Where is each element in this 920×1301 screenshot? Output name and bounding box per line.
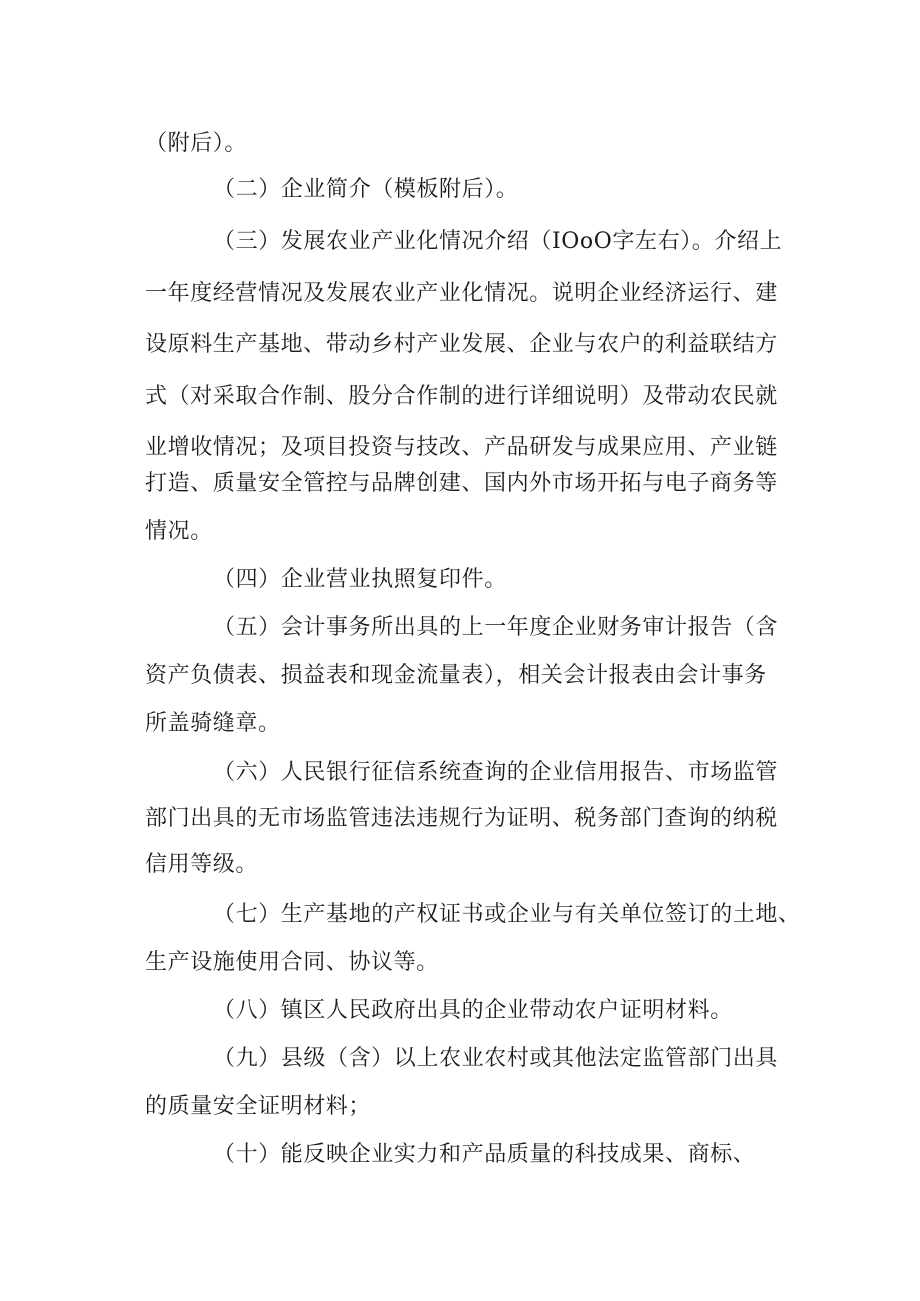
text-line: （七）生产基地的产权证书或企业与有关单位签订的土地、 (213, 902, 801, 927)
text-line: 所盖骑缝章。 (145, 711, 281, 736)
text-line: 部门出具的无市场监管违法违规行为证明、税务部门查询的纳税 (145, 806, 778, 831)
text-line: （附后）。 (145, 131, 248, 156)
text-line: 资产负债表、损益表和现金流量表），相关会计报表由会计事务 (145, 663, 767, 688)
text-line: 设原料生产基地、带动乡村产业发展、企业与农户的利益联结方 (145, 332, 778, 357)
text-line: （三）发展农业产业化情况介绍（IOoO字左右）。介绍上 (213, 229, 783, 254)
text-line: （九）县级（含）以上农业农村或其他法定监管部门出具 (213, 1046, 779, 1071)
text-line: （五）会计事务所出具的上一年度企业财务审计报告（含 (213, 615, 779, 640)
text-line: 的质量安全证明材料； (145, 1094, 372, 1119)
text-line: （十）能反映企业实力和产品质量的科技成果、商标、 (213, 1142, 756, 1167)
text-line: （四）企业营业执照复印件。 (213, 567, 507, 592)
text-line: 一年度经营情况及发展农业产业化情况。说明企业经济运行、建 (145, 281, 778, 306)
text-line: 生产设施使用合同、协议等。 (145, 950, 439, 975)
text-line: （八）镇区人民政府出具的企业带动农户证明材料。 (213, 998, 733, 1023)
text-line: 业增收情况；及项目投资与技改、产品研发与成果应用、产业链 (145, 435, 778, 460)
text-line: 情况。 (145, 519, 213, 544)
text-line: 信用等级。 (145, 852, 259, 877)
text-line: 式（对采取合作制、股分合作制的进行详细说明）及带动农民就 (145, 384, 778, 409)
text-line: 打造、质量安全管控与品牌创建、国内外市场开拓与电子商务等 (145, 471, 778, 496)
text-line: （六）人民银行征信系统查询的企业信用报告、市场监管 (213, 760, 779, 785)
text-line: （二）企业简介（模板附后）。 (213, 177, 519, 202)
